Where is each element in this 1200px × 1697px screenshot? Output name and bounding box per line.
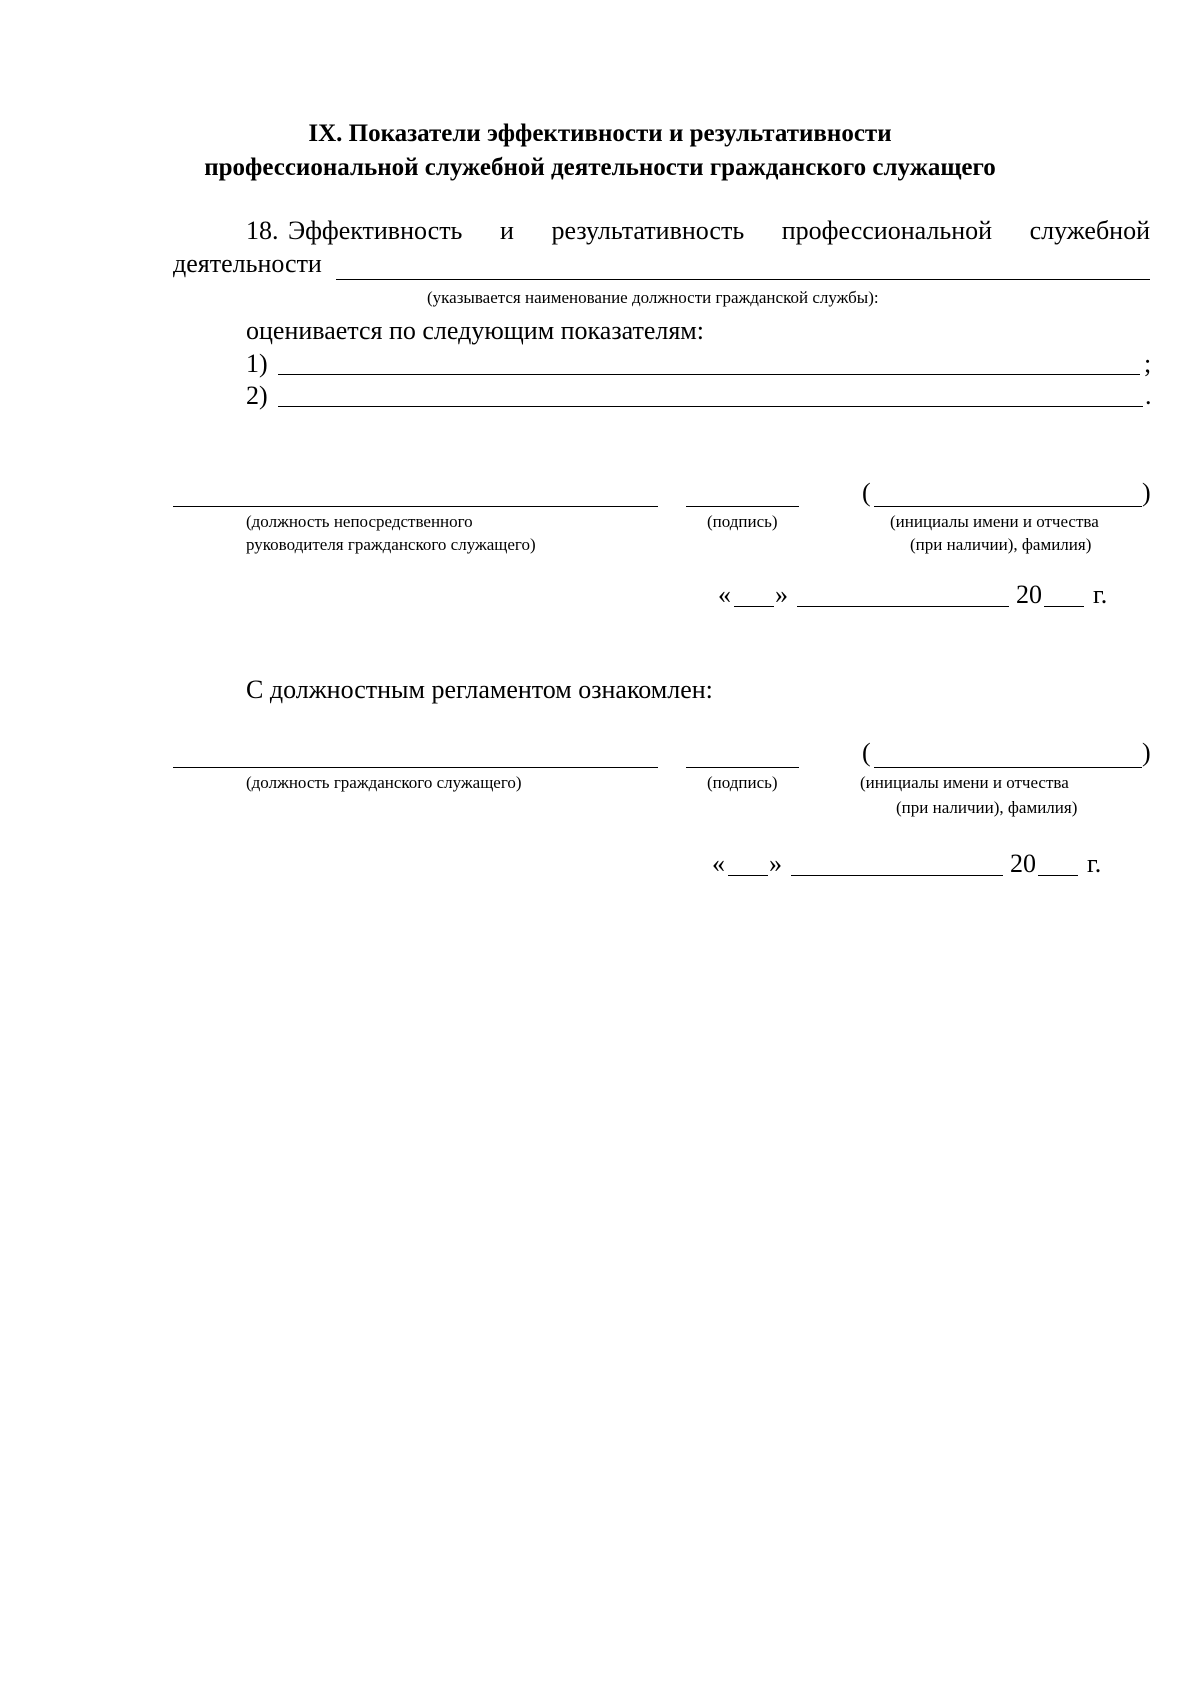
manager-position-caption-1: (должность непосредственного (246, 512, 473, 531)
employee-date-month-field[interactable] (791, 875, 1003, 876)
manager-date-quote-close: » (775, 580, 788, 609)
manager-date-month-field[interactable] (797, 606, 1009, 607)
employee-signature-field[interactable] (686, 767, 799, 768)
employee-date-quote-open: « (712, 849, 725, 878)
paragraph-number: 18. (246, 216, 279, 245)
employee-position-caption: (должность гражданского служащего) (246, 773, 522, 792)
paragraph-first-line (288, 216, 1150, 246)
indicator-1-label: 1) (246, 349, 268, 378)
paragraph-lead: оценивается по следующим показателям: (246, 316, 704, 345)
manager-name-field[interactable] (874, 506, 1142, 507)
manager-date-year-suffix: г. (1093, 580, 1108, 609)
indicator-1-end: ; (1144, 349, 1152, 378)
indicator-2-label: 2) (246, 381, 268, 410)
paragraph-first-line-text: Эффективность и результативность профессиональной служебной (288, 216, 1150, 245)
position-name-field[interactable] (336, 279, 1150, 280)
section-title-line1: IX. Показатели эффективности и результативности (308, 120, 892, 147)
indicator-2-end: . (1145, 381, 1152, 410)
manager-signature-caption: (подпись) (707, 512, 778, 531)
acknowledgement-text: С должностным регламентом ознакомлен: (246, 675, 713, 704)
employee-name-paren-open: ( (862, 738, 871, 767)
manager-position-caption-2: руководителя гражданского служащего) (246, 535, 536, 554)
employee-name-caption-1: (инициалы имени и отчества (860, 773, 1069, 792)
manager-date-day-field[interactable] (734, 606, 774, 607)
employee-name-field[interactable] (874, 767, 1142, 768)
section-title-line2: профессиональной служебной деятельности гражданского служащего (204, 154, 996, 181)
employee-date-year-suffix: г. (1087, 849, 1102, 878)
manager-date-year-field[interactable] (1044, 606, 1084, 607)
manager-date-year-prefix: 20 (1016, 580, 1042, 609)
employee-date-day-field[interactable] (728, 875, 768, 876)
manager-date-quote-open: « (718, 580, 731, 609)
manager-signature-field[interactable] (686, 506, 799, 507)
employee-name-caption-2: (при наличии), фамилия) (896, 798, 1078, 817)
employee-date-year-field[interactable] (1038, 875, 1078, 876)
employee-signature-caption: (подпись) (707, 773, 778, 792)
paragraph-second-line: деятельности (173, 249, 322, 278)
employee-name-paren-close: ) (1142, 738, 1151, 767)
employee-date-year-prefix: 20 (1010, 849, 1036, 878)
manager-name-paren-open: ( (862, 478, 871, 507)
manager-name-caption-2: (при наличии), фамилия) (910, 535, 1092, 554)
employee-position-field[interactable] (173, 767, 658, 768)
employee-date-quote-close: » (769, 849, 782, 878)
manager-position-field[interactable] (173, 506, 658, 507)
indicator-1-field[interactable] (278, 374, 1140, 375)
position-name-hint: (указывается наименование должности гражданской службы): (427, 288, 879, 307)
manager-name-paren-close: ) (1142, 478, 1151, 507)
indicator-2-field[interactable] (278, 406, 1143, 407)
manager-name-caption-1: (инициалы имени и отчества (890, 512, 1099, 531)
